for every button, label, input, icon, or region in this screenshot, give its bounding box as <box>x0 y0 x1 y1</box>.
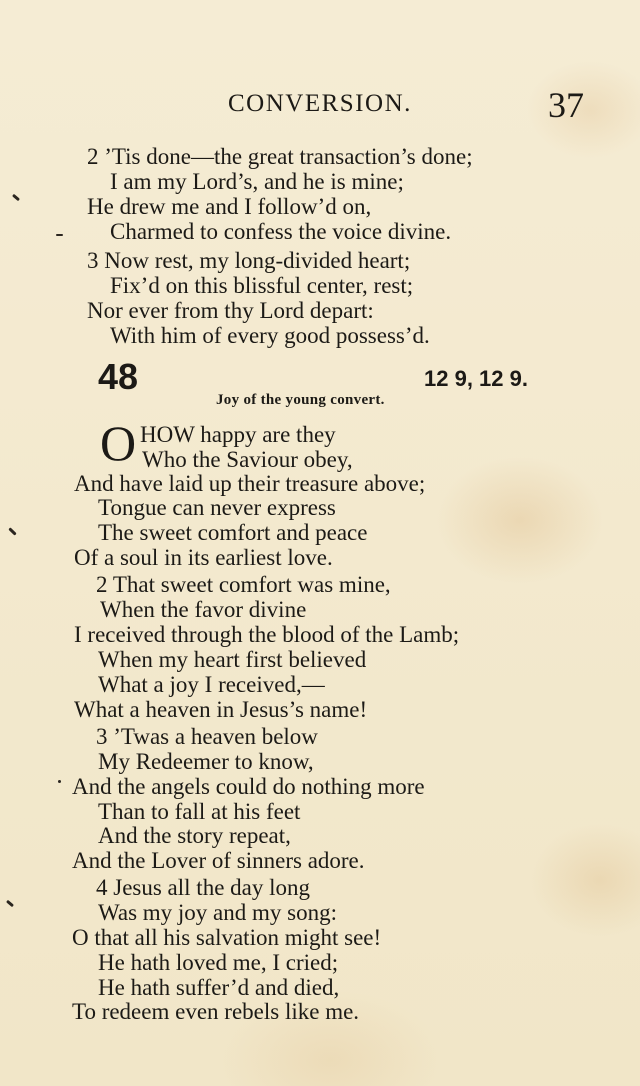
margin-ink-mark <box>12 194 20 201</box>
hymn-title: Joy of the young convert. <box>216 392 385 408</box>
hymn-meter: 12 9, 12 9. <box>424 366 528 391</box>
hymn-line: I received through the blood of the Lamb; <box>74 622 460 647</box>
running-title: CONVERSION. <box>228 90 412 117</box>
page-number: 37 <box>548 85 584 125</box>
hymn-line: The sweet comfort and peace <box>98 520 368 545</box>
hymn-line: When the favor divine <box>100 597 307 622</box>
hymn-line: Than to fall at his feet <box>98 799 301 824</box>
verse-line: 2 ’Tis done—the great transaction’s done; <box>87 144 473 169</box>
verse-line: I am my Lord’s, and he is mine; <box>110 169 404 194</box>
drop-cap: O <box>100 415 137 471</box>
hymn-line: He hath loved me, I cried; <box>98 950 339 975</box>
margin-ink-mark <box>8 527 16 535</box>
hymn-line: What a joy I received,— <box>98 672 325 697</box>
verse-line: He drew me and I follow’d on, <box>87 194 372 219</box>
hymn-line: Was my joy and my song: <box>98 900 337 925</box>
margin-ink-mark <box>6 900 14 907</box>
margin-ink-mark <box>58 780 61 783</box>
hymn-line: 3 ’Twas a heaven below <box>96 724 318 749</box>
verse-line: 3 Now rest, my long-divided heart; <box>87 248 411 273</box>
hymn-line: Who the Saviour obey, <box>142 447 353 472</box>
margin-ink-mark <box>56 234 63 236</box>
page-header <box>0 84 640 124</box>
hymn-line: To redeem even rebels like me. <box>72 999 360 1024</box>
hymn-line: 2 That sweet comfort was mine, <box>96 572 391 597</box>
verse-line: Fix’d on this blissful center, rest; <box>110 273 414 298</box>
hymn-line: He hath suffer’d and died, <box>98 975 340 1000</box>
hymn-line: And have laid up their treasure above; <box>74 471 426 496</box>
hymn-line: Of a soul in its earliest love. <box>74 545 333 570</box>
hymn-line: And the angels could do nothing more <box>72 774 425 799</box>
verse-line: With him of every good possess’d. <box>110 323 430 348</box>
hymn-line: My Redeemer to know, <box>98 749 314 774</box>
hymn-line: HOW happy are they <box>140 422 336 447</box>
hymn-line: And the Lover of sinners adore. <box>72 848 365 873</box>
verse-line: Nor ever from thy Lord depart: <box>87 298 374 323</box>
hymn-line: And the story repeat, <box>98 823 291 848</box>
hymn-number: 48 <box>98 356 139 397</box>
hymn-line: O that all his salvation might see! <box>72 925 382 950</box>
hymn-line: 4 Jesus all the day long <box>96 875 310 900</box>
hymn-line: When my heart first believed <box>98 647 367 672</box>
hymn-line: Tongue can never express <box>98 495 336 520</box>
hymn-line: What a heaven in Jesus’s name! <box>74 697 368 722</box>
verse-line: Charmed to confess the voice divine. <box>110 219 452 244</box>
